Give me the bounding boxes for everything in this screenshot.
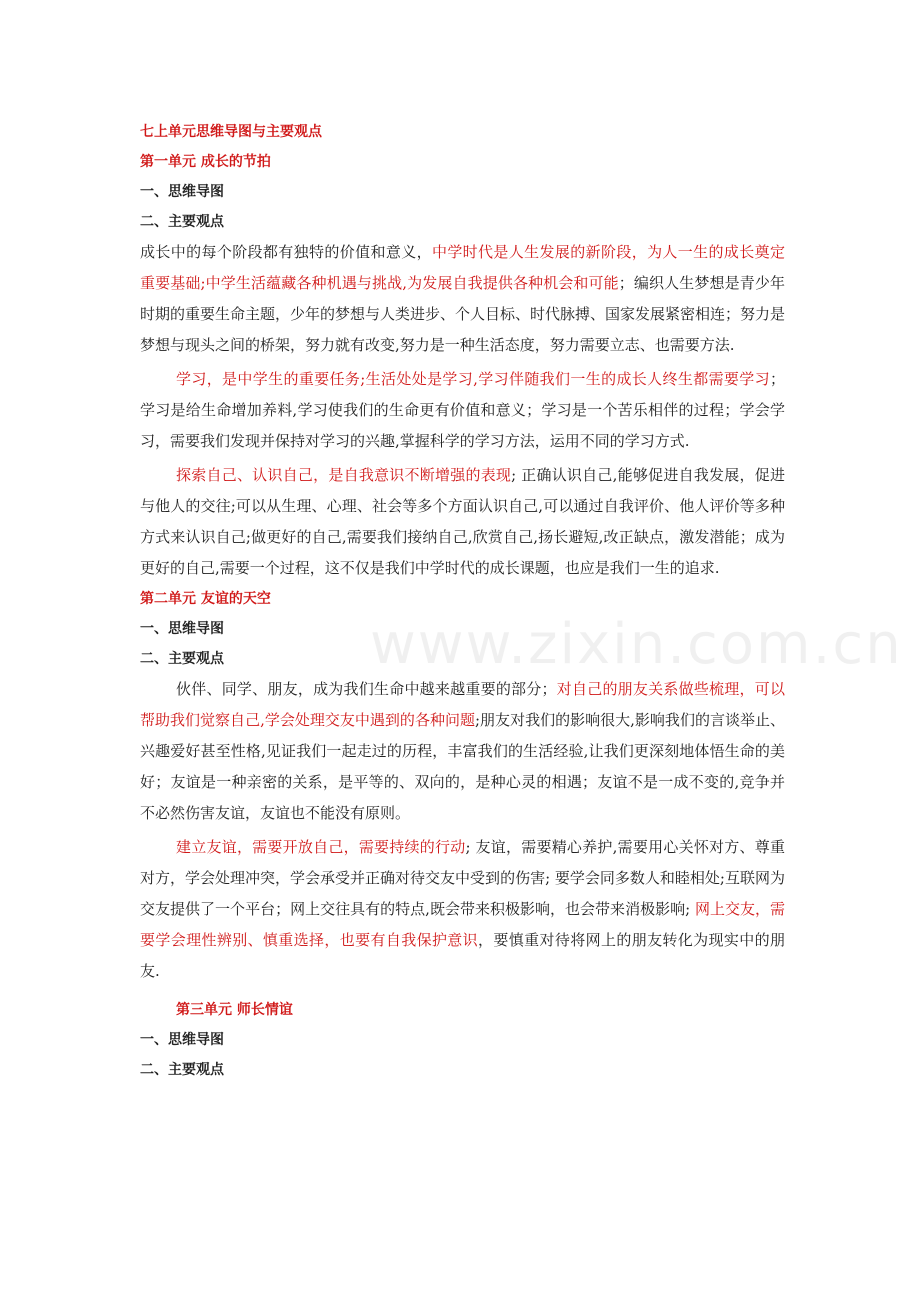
highlighted-text-run: 学习，是中学生的重要任务;生活处处是学习,学习伴随我们一生的成长人终生都需要学习 <box>176 370 770 388</box>
highlighted-text-run: 对自己的朋友关系做些梳理，可以帮助我们觉察自己,学会处理交友中遇到的各种问题 <box>140 680 785 729</box>
text-run: ; 友谊，需要精心养护,需要用心关怀对方、尊重对方，学会处理冲突，学会承受并正确对待交友中受到的伤害; 要学会同多数人和睦相处;互联网为交友提供了一个平台；网上交往具有的特点,既会带来积极影响，也会带来消极影响; <box>140 838 785 918</box>
text-run: ；学习是给生命增加养料,学习使我们的生命更有价值和意义；学习是一个苦乐相伴的过程；学会学习，需要我们发现并保持对学习的兴趣,掌握科学的学习方法，运用不同的学习方式. <box>140 370 785 450</box>
highlighted-text-run: 建立友谊，需要开放自己，需要持续的行动 <box>176 838 466 856</box>
unit2-mindmap-heading: 一、思维导图 <box>140 621 224 637</box>
unit1-viewpoints-heading: 二、主要观点 <box>140 214 224 230</box>
watermark: www.zixin.com.cn <box>370 612 903 677</box>
unit3-viewpoints-heading: 二、主要观点 <box>140 1062 224 1078</box>
text-run: ;朋友对我们的影响很大,影响我们的言谈举止、兴趣爱好甚至性格,见证我们一起走过的历程，丰富我们的生活经验,让我们更深刻地体悟生命的美好；友谊是一种亲密的关系，是平等的、双向的，是种心灵的相遇；友谊不是一成不变的,竞争并不必然伤害友谊，友谊也不能没有原则。 <box>140 711 785 822</box>
document-body <box>140 117 785 1085</box>
unit1-heading: 第一单元 成长的节拍 <box>140 154 271 170</box>
unit1-mindmap-heading: 一、思维导图 <box>140 184 224 200</box>
highlighted-text-run: 探索自己、认识自己，是自我意识不断增强的表现 <box>176 466 512 484</box>
text-run: 成长中的每个阶段都有独特的价值和意义， <box>140 243 432 261</box>
unit1-paragraph-1 <box>140 237 785 361</box>
unit2-paragraph-2 <box>140 832 785 987</box>
text-run: 伙伴、同学、朋友，成为我们生命中越来越重要的部分； <box>176 680 557 698</box>
unit1-paragraph-2 <box>140 364 785 457</box>
document-title: 七上单元思维导图与主要观点 <box>140 124 322 140</box>
unit2-paragraph-1 <box>140 674 785 829</box>
highlighted-text-run: 中学时代是人生发展的新阶段，为人一生的成长奠定重要基础;中学生活蕴藏各种机遇与挑战,为发展自我提供各种机会和可能 <box>140 243 785 292</box>
text-run: ，要慎重对待将网上的朋友转化为现实中的朋友. <box>140 931 785 980</box>
unit3-heading: 第三单元 师长情谊 <box>176 1002 293 1018</box>
text-run: ；编织人生梦想是青少年时期的重要生命主题，少年的梦想与人类进步、个人目标、时代脉搏、国家发展紧密相连；努力是梦想与现头之间的桥架，努力就有改变,努力是一种生活态度，努力需要立志、也需要方法. <box>140 274 786 354</box>
highlighted-text-run: 网上交友，需要学会理性辨别、慎重选择，也要有自我保护意识 <box>140 900 785 949</box>
unit2-viewpoints-heading: 二、主要观点 <box>140 651 224 667</box>
text-run: ; 正确认识自己,能够促进自我发展，促进与他人的交往;可以从生理、心理、社会等多个方面认识自己,可以通过自我评价、他人评价等多种方式来认识自己;做更好的自己,需要我们接纳自己,欣赏自己,扬长避短,改正缺点，激发潜能；成为更好的自己,需要一个过程，这不仅是我们中学时代的成长课题，也应是我们一生的追求. <box>140 466 785 577</box>
unit2-heading: 第二单元 友谊的天空 <box>140 591 271 607</box>
unit1-paragraph-3 <box>140 460 785 584</box>
unit3-mindmap-heading: 一、思维导图 <box>140 1032 224 1048</box>
